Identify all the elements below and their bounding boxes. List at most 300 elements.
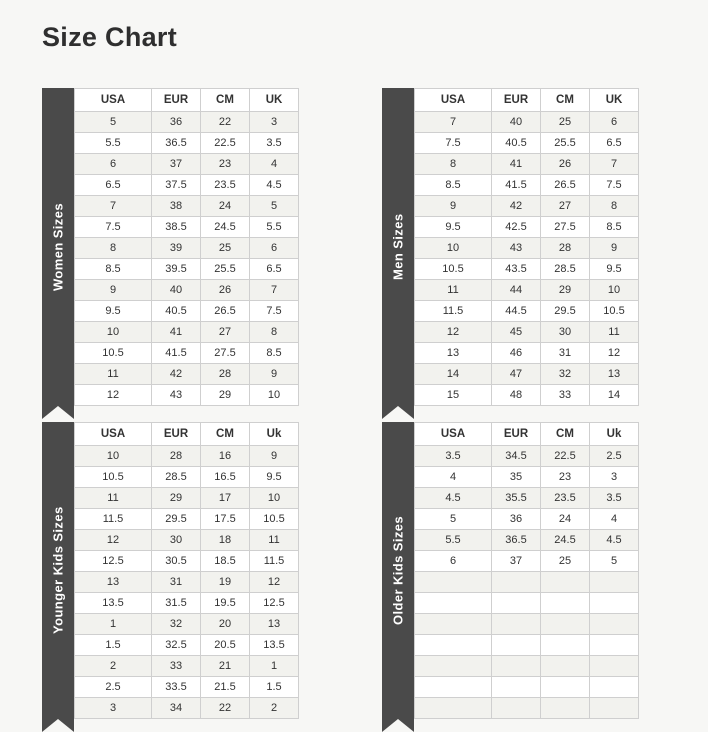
table-cell: 25.5	[541, 133, 590, 154]
table-cell: 32	[152, 614, 201, 635]
table-row	[415, 175, 639, 196]
table-cell: 6.5	[250, 259, 299, 280]
column-header: USA	[415, 89, 492, 112]
table-cell	[590, 635, 639, 656]
table-cell: 37.5	[152, 175, 201, 196]
table-cell: 40	[152, 280, 201, 301]
table-cell: 7.5	[75, 217, 152, 238]
table-row	[415, 217, 639, 238]
size-table-men	[414, 88, 639, 406]
table-row	[75, 677, 299, 698]
table-cell: 2	[75, 656, 152, 677]
table-cell	[590, 698, 639, 719]
table-cell	[541, 656, 590, 677]
table-cell: 41	[152, 322, 201, 343]
side-tab-older-kids	[382, 422, 414, 719]
tab-notch-icon	[382, 719, 414, 732]
tab-notch-icon	[42, 406, 74, 419]
table-cell: 27.5	[201, 343, 250, 364]
table-cell	[415, 698, 492, 719]
table-row	[75, 343, 299, 364]
table-cell: 42	[492, 196, 541, 217]
table-cell	[590, 677, 639, 698]
table-cell: 10	[250, 488, 299, 509]
table-cell: 16	[201, 446, 250, 467]
table-cell: 7	[75, 196, 152, 217]
table-cell: 1.5	[75, 635, 152, 656]
table-cell: 9.5	[250, 467, 299, 488]
table-cell: 4.5	[250, 175, 299, 196]
table-cell: 12.5	[250, 593, 299, 614]
size-table-women	[74, 88, 299, 406]
table-cell: 28.5	[152, 467, 201, 488]
table-row	[415, 385, 639, 406]
table-row	[75, 364, 299, 385]
table-cell: 28	[152, 446, 201, 467]
table-cell: 29	[201, 385, 250, 406]
table-cell: 8	[250, 322, 299, 343]
table-cell: 3	[590, 467, 639, 488]
table-cell: 13	[590, 364, 639, 385]
table-row	[415, 238, 639, 259]
table-cell: 23.5	[201, 175, 250, 196]
table-row	[415, 112, 639, 133]
column-header: EUR	[492, 89, 541, 112]
table-cell: 28	[541, 238, 590, 259]
tab-notch-icon	[382, 406, 414, 419]
table-cell: 31	[541, 343, 590, 364]
table-cell: 32.5	[152, 635, 201, 656]
table-cell: 6.5	[75, 175, 152, 196]
table-cell: 7	[590, 154, 639, 175]
table-row	[75, 698, 299, 719]
column-header: UK	[250, 89, 299, 112]
table-cell: 41	[492, 154, 541, 175]
table-cell: 3	[250, 112, 299, 133]
table-cell: 8	[75, 238, 152, 259]
table-row	[75, 509, 299, 530]
table-row	[415, 196, 639, 217]
table-cell: 7	[250, 280, 299, 301]
table-cell: 7	[415, 112, 492, 133]
size-table-younger-kids	[74, 422, 299, 719]
table-cell: 26	[541, 154, 590, 175]
table-cell: 43	[152, 385, 201, 406]
table-cell	[415, 635, 492, 656]
table-cell: 22.5	[541, 446, 590, 467]
table-cell: 29	[152, 488, 201, 509]
table-cell: 5.5	[75, 133, 152, 154]
table-cell: 5.5	[415, 530, 492, 551]
table-cell: 29.5	[541, 301, 590, 322]
column-header: USA	[75, 423, 152, 446]
table-cell: 15	[415, 385, 492, 406]
table-cell: 25	[541, 551, 590, 572]
table-cell: 9	[250, 446, 299, 467]
table-cell	[492, 635, 541, 656]
table-row	[75, 133, 299, 154]
table-cell: 14	[415, 364, 492, 385]
table-row	[415, 364, 639, 385]
table-cell: 30	[541, 322, 590, 343]
table-cell: 21.5	[201, 677, 250, 698]
table-cell	[541, 677, 590, 698]
table-cell: 4	[415, 467, 492, 488]
table-cell: 20	[201, 614, 250, 635]
table-cell: 44.5	[492, 301, 541, 322]
table-cell: 10.5	[75, 467, 152, 488]
table-row	[415, 530, 639, 551]
side-tab-label: Men Sizes	[390, 213, 406, 281]
table-row	[75, 572, 299, 593]
table-header-row	[75, 423, 299, 446]
table-cell: 8.5	[415, 175, 492, 196]
table-cell: 10	[415, 238, 492, 259]
table-cell: 36	[152, 112, 201, 133]
table-cell: 22	[201, 112, 250, 133]
table-cell: 20.5	[201, 635, 250, 656]
table-cell: 8	[415, 154, 492, 175]
table-cell: 6	[75, 154, 152, 175]
table-cell: 14	[590, 385, 639, 406]
table-cell: 22.5	[201, 133, 250, 154]
table-cell: 38	[152, 196, 201, 217]
table-cell: 35.5	[492, 488, 541, 509]
table-cell: 10.5	[250, 509, 299, 530]
table-cell	[492, 614, 541, 635]
table-cell: 45	[492, 322, 541, 343]
table-cell: 13	[250, 614, 299, 635]
table-cell: 42	[152, 364, 201, 385]
table-cell: 11.5	[250, 551, 299, 572]
table-row	[415, 635, 639, 656]
table-cell: 26.5	[201, 301, 250, 322]
table-cell: 30	[152, 530, 201, 551]
table-cell: 4	[250, 154, 299, 175]
table-cell: 1.5	[250, 677, 299, 698]
side-tab-label: Younger Kids Sizes	[50, 506, 66, 635]
table-cell: 21	[201, 656, 250, 677]
table-row	[415, 259, 639, 280]
table-cell: 25	[541, 112, 590, 133]
table-cell: 5	[250, 196, 299, 217]
table-cell: 5.5	[250, 217, 299, 238]
table-cell: 8.5	[590, 217, 639, 238]
size-chart-men	[382, 88, 639, 406]
table-cell: 11	[75, 488, 152, 509]
table-cell: 7.5	[250, 301, 299, 322]
table-row	[75, 322, 299, 343]
table-cell: 7.5	[590, 175, 639, 196]
table-cell: 13.5	[75, 593, 152, 614]
table-cell: 10	[250, 385, 299, 406]
table-row	[75, 196, 299, 217]
table-cell: 10	[75, 446, 152, 467]
table-row	[75, 593, 299, 614]
table-cell: 18	[201, 530, 250, 551]
table-cell: 11.5	[415, 301, 492, 322]
table-cell: 4.5	[590, 530, 639, 551]
table-cell: 10	[590, 280, 639, 301]
table-cell: 46	[492, 343, 541, 364]
table-cell: 22	[201, 698, 250, 719]
column-header: UK	[590, 89, 639, 112]
table-cell: 2.5	[75, 677, 152, 698]
table-row	[75, 656, 299, 677]
table-cell: 3.5	[590, 488, 639, 509]
table-row	[415, 322, 639, 343]
table-row	[415, 614, 639, 635]
table-cell: 30.5	[152, 551, 201, 572]
side-tab-younger-kids	[42, 422, 74, 719]
table-cell: 11	[75, 364, 152, 385]
table-cell	[415, 677, 492, 698]
table-cell: 38.5	[152, 217, 201, 238]
table-row	[75, 551, 299, 572]
table-cell: 27	[201, 322, 250, 343]
table-row	[415, 133, 639, 154]
table-row	[415, 656, 639, 677]
table-cell	[590, 593, 639, 614]
table-cell: 41.5	[492, 175, 541, 196]
table-row	[415, 593, 639, 614]
table-row	[415, 488, 639, 509]
table-row	[415, 154, 639, 175]
table-cell: 13	[75, 572, 152, 593]
table-row	[415, 446, 639, 467]
table-cell: 9	[75, 280, 152, 301]
table-row	[75, 112, 299, 133]
table-cell: 19	[201, 572, 250, 593]
table-cell: 12.5	[75, 551, 152, 572]
table-cell	[415, 593, 492, 614]
table-cell: 37	[492, 551, 541, 572]
table-row	[75, 301, 299, 322]
table-row	[415, 698, 639, 719]
table-cell: 36	[492, 509, 541, 530]
side-tab-men	[382, 88, 414, 406]
table-row	[75, 175, 299, 196]
side-tab-label: Older Kids Sizes	[390, 516, 406, 625]
table-body	[415, 112, 639, 406]
table-cell: 47	[492, 364, 541, 385]
table-cell: 1	[250, 656, 299, 677]
table-row	[415, 551, 639, 572]
column-header: CM	[541, 423, 590, 446]
table-cell: 9	[250, 364, 299, 385]
table-cell: 9.5	[75, 301, 152, 322]
table-cell: 10.5	[590, 301, 639, 322]
table-cell	[415, 614, 492, 635]
table-row	[75, 280, 299, 301]
table-cell: 9	[415, 196, 492, 217]
table-cell: 8.5	[75, 259, 152, 280]
table-row	[75, 635, 299, 656]
table-row	[415, 572, 639, 593]
table-cell: 26.5	[541, 175, 590, 196]
column-header: EUR	[492, 423, 541, 446]
table-row	[415, 677, 639, 698]
table-body	[75, 112, 299, 406]
table-cell: 29	[541, 280, 590, 301]
table-row	[75, 385, 299, 406]
table-cell: 12	[75, 530, 152, 551]
table-cell: 11	[590, 322, 639, 343]
table-cell	[415, 572, 492, 593]
table-cell: 32	[541, 364, 590, 385]
table-cell: 8.5	[250, 343, 299, 364]
table-row	[75, 238, 299, 259]
table-cell: 29.5	[152, 509, 201, 530]
table-cell: 28	[201, 364, 250, 385]
table-cell: 10	[75, 322, 152, 343]
table-cell: 17.5	[201, 509, 250, 530]
table-cell: 6	[250, 238, 299, 259]
table-cell: 12	[250, 572, 299, 593]
table-cell: 11	[415, 280, 492, 301]
table-cell: 17	[201, 488, 250, 509]
table-cell: 16.5	[201, 467, 250, 488]
table-cell: 12	[415, 322, 492, 343]
table-cell: 39	[152, 238, 201, 259]
table-cell: 12	[590, 343, 639, 364]
table-cell: 40	[492, 112, 541, 133]
table-cell: 43	[492, 238, 541, 259]
table-cell	[541, 614, 590, 635]
table-cell	[492, 593, 541, 614]
table-row	[415, 280, 639, 301]
table-cell: 39.5	[152, 259, 201, 280]
table-cell: 9	[590, 238, 639, 259]
table-cell: 3	[75, 698, 152, 719]
table-cell: 9.5	[415, 217, 492, 238]
table-cell: 11	[250, 530, 299, 551]
column-header: EUR	[152, 423, 201, 446]
table-cell: 6	[415, 551, 492, 572]
table-cell: 8	[590, 196, 639, 217]
table-cell: 36.5	[152, 133, 201, 154]
table-cell: 4.5	[415, 488, 492, 509]
size-chart-younger-kids	[42, 422, 299, 719]
table-cell: 33	[541, 385, 590, 406]
column-header: CM	[201, 89, 250, 112]
table-cell	[541, 635, 590, 656]
table-cell: 25	[201, 238, 250, 259]
table-cell: 11.5	[75, 509, 152, 530]
table-row	[415, 467, 639, 488]
table-row	[75, 217, 299, 238]
table-cell	[541, 698, 590, 719]
column-header: Uk	[590, 423, 639, 446]
column-header: CM	[541, 89, 590, 112]
table-cell: 5	[590, 551, 639, 572]
table-cell: 28.5	[541, 259, 590, 280]
side-tab-women	[42, 88, 74, 406]
table-row	[75, 467, 299, 488]
table-cell: 10.5	[75, 343, 152, 364]
size-chart-women	[42, 88, 299, 406]
table-cell: 37	[152, 154, 201, 175]
table-cell	[492, 677, 541, 698]
table-cell	[590, 614, 639, 635]
table-row	[415, 343, 639, 364]
table-cell: 9.5	[590, 259, 639, 280]
table-cell: 3.5	[250, 133, 299, 154]
table-cell: 48	[492, 385, 541, 406]
table-cell	[541, 593, 590, 614]
table-cell: 27.5	[541, 217, 590, 238]
table-row	[75, 446, 299, 467]
table-cell: 3.5	[415, 446, 492, 467]
table-header-row	[415, 423, 639, 446]
table-cell: 36.5	[492, 530, 541, 551]
tab-notch-icon	[42, 719, 74, 732]
table-cell	[492, 572, 541, 593]
table-cell: 6.5	[590, 133, 639, 154]
table-cell: 24.5	[201, 217, 250, 238]
table-cell	[415, 656, 492, 677]
table-header-row	[415, 89, 639, 112]
table-row	[415, 301, 639, 322]
table-cell: 4	[590, 509, 639, 530]
table-cell: 34	[152, 698, 201, 719]
table-row	[75, 488, 299, 509]
column-header: Uk	[250, 423, 299, 446]
table-row	[415, 509, 639, 530]
table-cell: 2.5	[590, 446, 639, 467]
table-cell: 33.5	[152, 677, 201, 698]
table-cell: 19.5	[201, 593, 250, 614]
table-cell: 23	[201, 154, 250, 175]
table-cell: 41.5	[152, 343, 201, 364]
table-cell: 12	[75, 385, 152, 406]
table-cell: 23.5	[541, 488, 590, 509]
table-cell: 42.5	[492, 217, 541, 238]
table-cell: 25.5	[201, 259, 250, 280]
table-cell: 43.5	[492, 259, 541, 280]
table-cell: 26	[201, 280, 250, 301]
table-cell: 44	[492, 280, 541, 301]
page-title: Size Chart	[42, 22, 178, 52]
side-tab-label: Women Sizes	[50, 203, 66, 291]
table-cell: 23	[541, 467, 590, 488]
table-cell: 27	[541, 196, 590, 217]
table-cell: 6	[590, 112, 639, 133]
table-cell: 31	[152, 572, 201, 593]
table-cell: 18.5	[201, 551, 250, 572]
table-row	[75, 530, 299, 551]
table-cell	[590, 572, 639, 593]
table-cell: 7.5	[415, 133, 492, 154]
table-cell: 24	[541, 509, 590, 530]
table-row	[75, 154, 299, 175]
table-row	[75, 259, 299, 280]
table-cell: 1	[75, 614, 152, 635]
table-body	[75, 446, 299, 719]
table-cell: 24.5	[541, 530, 590, 551]
table-body	[415, 446, 639, 719]
table-cell	[492, 698, 541, 719]
table-cell	[590, 656, 639, 677]
column-header: USA	[415, 423, 492, 446]
column-header: CM	[201, 423, 250, 446]
table-cell: 35	[492, 467, 541, 488]
size-table-older-kids	[414, 422, 639, 719]
table-cell: 40.5	[492, 133, 541, 154]
size-chart-older-kids	[382, 422, 639, 719]
column-header: USA	[75, 89, 152, 112]
table-cell: 34.5	[492, 446, 541, 467]
